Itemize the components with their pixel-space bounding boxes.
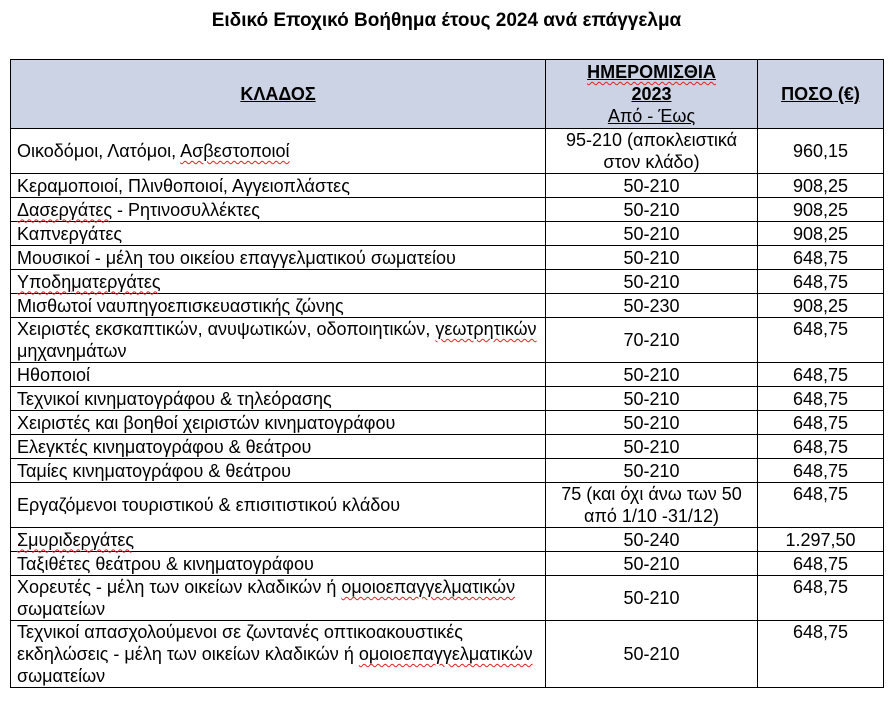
cell-wage-range: 50-210 <box>546 576 758 621</box>
cell-branch-text: Τεχνικοί απασχολούμενοι σε ζωντανές οπτικοακουστικές εκδηλώσεις - μέλη των οικείων κλαδικών ή <box>17 622 463 664</box>
cell-branch-text: μηχανημάτων <box>17 341 127 361</box>
cell-branch <box>11 198 546 222</box>
cell-branch <box>11 435 546 459</box>
cell-branch-text: γεωτρητικών <box>435 319 537 339</box>
cell-wage-range: 50-210 <box>546 270 758 294</box>
table-row <box>11 270 884 294</box>
table-row <box>11 411 884 435</box>
cell-amount: 648,75 <box>758 387 884 411</box>
cell-amount: 648,75 <box>758 483 884 528</box>
table-row <box>11 528 884 552</box>
cell-branch-text: Ταμίες κινηματογράφου & θεάτρου <box>17 460 291 481</box>
table-row <box>11 318 884 363</box>
cell-amount: 648,75 <box>758 270 884 294</box>
table-row <box>11 222 884 246</box>
cell-wage-range: 50-210 <box>546 435 758 459</box>
cell-wage-range: 50-210 <box>546 246 758 270</box>
table-row <box>11 174 884 198</box>
cell-amount: 1.297,50 <box>758 528 884 552</box>
cell-amount: 908,25 <box>758 294 884 318</box>
cell-branch-text: Ελεγκτές κινηματογράφου & θεάτρου <box>17 436 312 457</box>
table-row <box>11 294 884 318</box>
table-row <box>11 483 884 528</box>
cell-branch <box>11 246 546 270</box>
cell-wage-range: 50-210 <box>546 387 758 411</box>
cell-branch-text: Μουσικοί - μέλη του οικείου επαγγελματικού σωματείου <box>17 247 456 268</box>
cell-branch-text: ομοιοεπαγγελματικών <box>358 644 533 664</box>
cell-branch-text: Ασβεστοποιοί <box>180 141 290 161</box>
header-amount-label: ΠΟΣΟ (€) <box>781 84 860 104</box>
cell-amount: 648,75 <box>758 435 884 459</box>
table-row <box>11 387 884 411</box>
document-title: Ειδικό Εποχικό Βοήθημα έτους 2024 ανά επάγγελμα <box>211 10 682 31</box>
cell-branch-text: σωματείων <box>17 666 106 686</box>
cell-wage-range: 50-210 <box>546 363 758 387</box>
cell-branch-text: Σμυριδεργάτες <box>17 529 135 550</box>
cell-wage-range: 50-240 <box>546 528 758 552</box>
cell-branch-text: Οικοδόμοι, Λατόμοι, <box>17 141 181 161</box>
cell-wage-range: 50-210 <box>546 174 758 198</box>
cell-branch <box>11 318 546 363</box>
table-row <box>11 129 884 174</box>
cell-branch <box>11 363 546 387</box>
cell-amount: 648,75 <box>758 459 884 483</box>
cell-branch-text: Καπνεργάτες <box>17 223 123 244</box>
cell-branch-text: Χειριστές και βοηθοί χειριστών κινηματογράφου <box>17 412 396 433</box>
cell-branch-text: Εργαζόμενοι τουριστικού & επισιτιστικού κλάδου <box>17 495 401 515</box>
cell-branch-text: Υποδηματεργάτες <box>17 271 161 292</box>
cell-branch-text: Ηθοποιοί <box>17 364 90 385</box>
cell-branch <box>11 552 546 576</box>
cell-branch-text: σωματείων <box>17 599 106 619</box>
cell-branch-text: ομοιοεπαγγελματικών <box>341 577 516 597</box>
cell-wage-range: 95-210 (αποκλειστικά στον κλάδο) <box>546 129 758 174</box>
cell-amount: 648,75 <box>758 411 884 435</box>
cell-wage-range: 50-210 <box>546 459 758 483</box>
cell-branch-text: Δασεργάτες <box>17 199 113 220</box>
cell-branch <box>11 621 546 688</box>
cell-branch <box>11 294 546 318</box>
table-body <box>11 129 884 688</box>
cell-amount: 648,75 <box>758 246 884 270</box>
cell-amount: 908,25 <box>758 174 884 198</box>
table-row <box>11 576 884 621</box>
table-header-row <box>11 60 884 129</box>
cell-branch <box>11 528 546 552</box>
header-branch <box>11 60 546 129</box>
header-amount <box>758 60 884 129</box>
cell-wage-range: 50-210 <box>546 222 758 246</box>
cell-wage-range: 50-230 <box>546 294 758 318</box>
cell-branch <box>11 270 546 294</box>
cell-amount: 908,25 <box>758 198 884 222</box>
table-row <box>11 459 884 483</box>
cell-branch <box>11 576 546 621</box>
cell-branch-text: Μισθωτοί ναυπηγοεπισκευαστικής ζώνης <box>17 295 344 316</box>
header-wages-range-label: Από - Έως <box>607 106 696 126</box>
cell-branch <box>11 459 546 483</box>
cell-wage-range: 70-210 <box>546 318 758 363</box>
cell-amount: 960,15 <box>758 129 884 174</box>
seasonal-allowance-table <box>10 59 884 688</box>
cell-branch-text: Χορευτές - μέλη των οικείων κλαδικών ή <box>17 577 342 597</box>
cell-branch <box>11 483 546 528</box>
cell-wage-range: 50-210 <box>546 621 758 688</box>
cell-branch-text: Τεχνικοί κινηματογράφου & τηλεόρασης <box>17 388 332 409</box>
table-row <box>11 246 884 270</box>
cell-branch-text: Χειριστές εκσκαπτικών, ανυψωτικών, οδοποιητικών, <box>17 319 436 339</box>
header-branch-label: ΚΛΑΔΟΣ <box>240 84 316 104</box>
cell-wage-range: 50-210 <box>546 552 758 576</box>
cell-branch <box>11 174 546 198</box>
cell-branch-text: Κεραμοποιοί, Πλινθοποιοί, Αγγειοπλάστες <box>17 175 350 196</box>
cell-wage-range: 50-210 <box>546 411 758 435</box>
header-wages-label: ΗΜΕΡΟΜΙΣΘΙΑ <box>587 62 716 82</box>
cell-branch-text: Ταξιθέτες θεάτρου & κινηματογράφου <box>17 553 314 574</box>
cell-amount: 648,75 <box>758 363 884 387</box>
cell-branch-text: - Ρητινοσυλλέκτες <box>112 199 260 220</box>
cell-branch <box>11 222 546 246</box>
cell-amount: 648,75 <box>758 621 884 688</box>
table-row <box>11 552 884 576</box>
cell-amount: 648,75 <box>758 318 884 363</box>
cell-amount: 648,75 <box>758 576 884 621</box>
cell-branch <box>11 129 546 174</box>
table-row <box>11 435 884 459</box>
cell-wage-range: 75 (και όχι άνω των 50 από 1/10 -31/12) <box>546 483 758 528</box>
table-row <box>11 363 884 387</box>
header-wages-year: 2023 <box>631 84 672 104</box>
cell-amount: 908,25 <box>758 222 884 246</box>
header-wages <box>546 60 758 129</box>
table-row <box>11 621 884 688</box>
cell-branch <box>11 411 546 435</box>
cell-branch <box>11 387 546 411</box>
cell-amount: 648,75 <box>758 552 884 576</box>
table-row <box>11 198 884 222</box>
cell-wage-range: 50-210 <box>546 198 758 222</box>
